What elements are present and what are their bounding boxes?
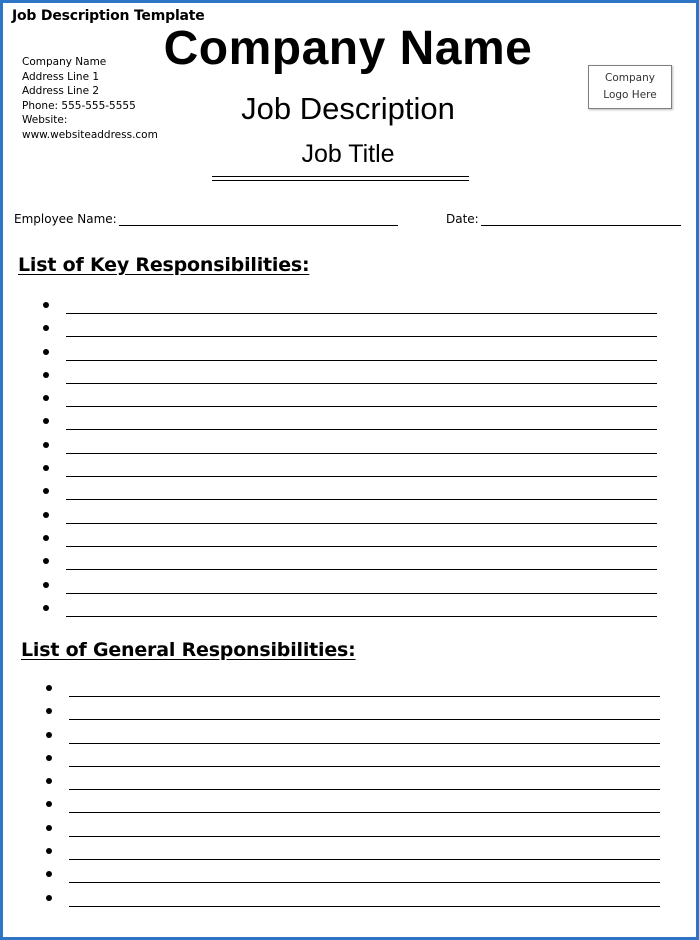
contact-address-line-2: Address Line 2 — [22, 85, 100, 98]
blank-entry-line[interactable] — [66, 429, 657, 430]
blank-entry-line[interactable] — [69, 859, 660, 860]
job-title-heading: Job Title — [301, 140, 395, 168]
list-item — [3, 295, 693, 318]
general-responsibilities-list — [3, 678, 693, 911]
blank-entry-line[interactable] — [69, 789, 660, 790]
list-item — [3, 575, 693, 598]
general-responsibilities-heading: List of General Responsibilities: — [21, 639, 356, 661]
blank-entry-line[interactable] — [66, 336, 657, 337]
blank-entry-line[interactable] — [66, 313, 657, 314]
bullet-icon — [43, 512, 49, 518]
bullet-icon — [46, 755, 52, 761]
list-item — [3, 888, 693, 911]
employee-name-blank[interactable] — [119, 212, 398, 226]
list-item — [3, 725, 693, 748]
bullet-icon — [43, 605, 49, 611]
contact-website: www.websiteaddress.com — [22, 128, 158, 141]
list-item — [3, 318, 693, 341]
blank-entry-line[interactable] — [69, 812, 660, 813]
bullet-icon — [43, 465, 49, 471]
bullet-icon — [43, 395, 49, 401]
company-logo-placeholder — [588, 65, 672, 109]
blank-entry-line[interactable] — [66, 383, 657, 384]
list-item — [3, 342, 693, 365]
bullet-icon — [43, 488, 49, 494]
list-item — [3, 551, 693, 574]
blank-entry-line[interactable] — [69, 766, 660, 767]
blank-entry-line[interactable] — [66, 476, 657, 477]
bullet-icon — [43, 325, 49, 331]
blank-entry-line[interactable] — [66, 569, 657, 570]
blank-entry-line[interactable] — [66, 593, 657, 594]
list-item — [3, 365, 693, 388]
list-item — [3, 598, 693, 621]
employee-name-label: Employee Name: — [14, 212, 117, 226]
blank-entry-line[interactable] — [69, 719, 660, 720]
list-item — [3, 841, 693, 864]
blank-entry-line[interactable] — [66, 523, 657, 524]
bullet-icon — [43, 418, 49, 424]
list-item — [3, 481, 693, 504]
key-responsibilities-heading: List of Key Responsibilities: — [18, 254, 310, 276]
template-title: Job Description Template — [12, 8, 205, 24]
bullet-icon — [43, 582, 49, 588]
list-item — [3, 701, 693, 724]
bullet-icon — [43, 349, 49, 355]
job-description-heading: Job Description — [241, 91, 455, 126]
date-blank[interactable] — [481, 212, 681, 226]
list-item — [3, 411, 693, 434]
list-item — [3, 771, 693, 794]
bullet-icon — [43, 442, 49, 448]
bullet-icon — [46, 825, 52, 831]
blank-entry-line[interactable] — [69, 696, 660, 697]
list-item — [3, 388, 693, 411]
logo-text-line-1: Company — [605, 72, 655, 84]
contact-address-line-1: Address Line 1 — [22, 70, 100, 83]
bullet-icon — [43, 535, 49, 541]
blank-entry-line[interactable] — [66, 406, 657, 407]
bullet-icon — [46, 848, 52, 854]
date-field — [446, 212, 681, 226]
bullet-icon — [43, 558, 49, 564]
blank-entry-line[interactable] — [69, 836, 660, 837]
list-item — [3, 864, 693, 887]
bullet-icon — [46, 778, 52, 784]
bullet-icon — [46, 895, 52, 901]
bullet-icon — [46, 708, 52, 714]
bullet-icon — [46, 801, 52, 807]
blank-entry-line[interactable] — [66, 360, 657, 361]
bullet-icon — [46, 685, 52, 691]
date-label: Date: — [446, 212, 479, 226]
list-item — [3, 678, 693, 701]
list-item — [3, 435, 693, 458]
blank-entry-line[interactable] — [66, 546, 657, 547]
contact-phone: Phone: 555-555-5555 — [22, 99, 136, 112]
blank-entry-line[interactable] — [69, 906, 660, 907]
contact-website-label: Website: — [22, 114, 68, 127]
blank-entry-line[interactable] — [69, 743, 660, 744]
bullet-icon — [46, 732, 52, 738]
company-name-heading: Company Name — [163, 22, 533, 75]
title-double-underline — [212, 176, 469, 181]
list-item — [3, 505, 693, 528]
bullet-icon — [46, 871, 52, 877]
bullet-icon — [43, 372, 49, 378]
list-item — [3, 458, 693, 481]
list-item — [3, 748, 693, 771]
blank-entry-line[interactable] — [66, 616, 657, 617]
logo-text-line-2: Logo Here — [603, 89, 657, 101]
blank-entry-line[interactable] — [66, 499, 657, 500]
blank-entry-line[interactable] — [69, 882, 660, 883]
list-item — [3, 818, 693, 841]
list-item — [3, 528, 693, 551]
employee-name-field — [14, 212, 398, 226]
bullet-icon — [43, 302, 49, 308]
list-item — [3, 794, 693, 817]
blank-entry-line[interactable] — [66, 453, 657, 454]
key-responsibilities-list — [3, 295, 693, 621]
contact-company-name: Company Name — [22, 56, 107, 68]
